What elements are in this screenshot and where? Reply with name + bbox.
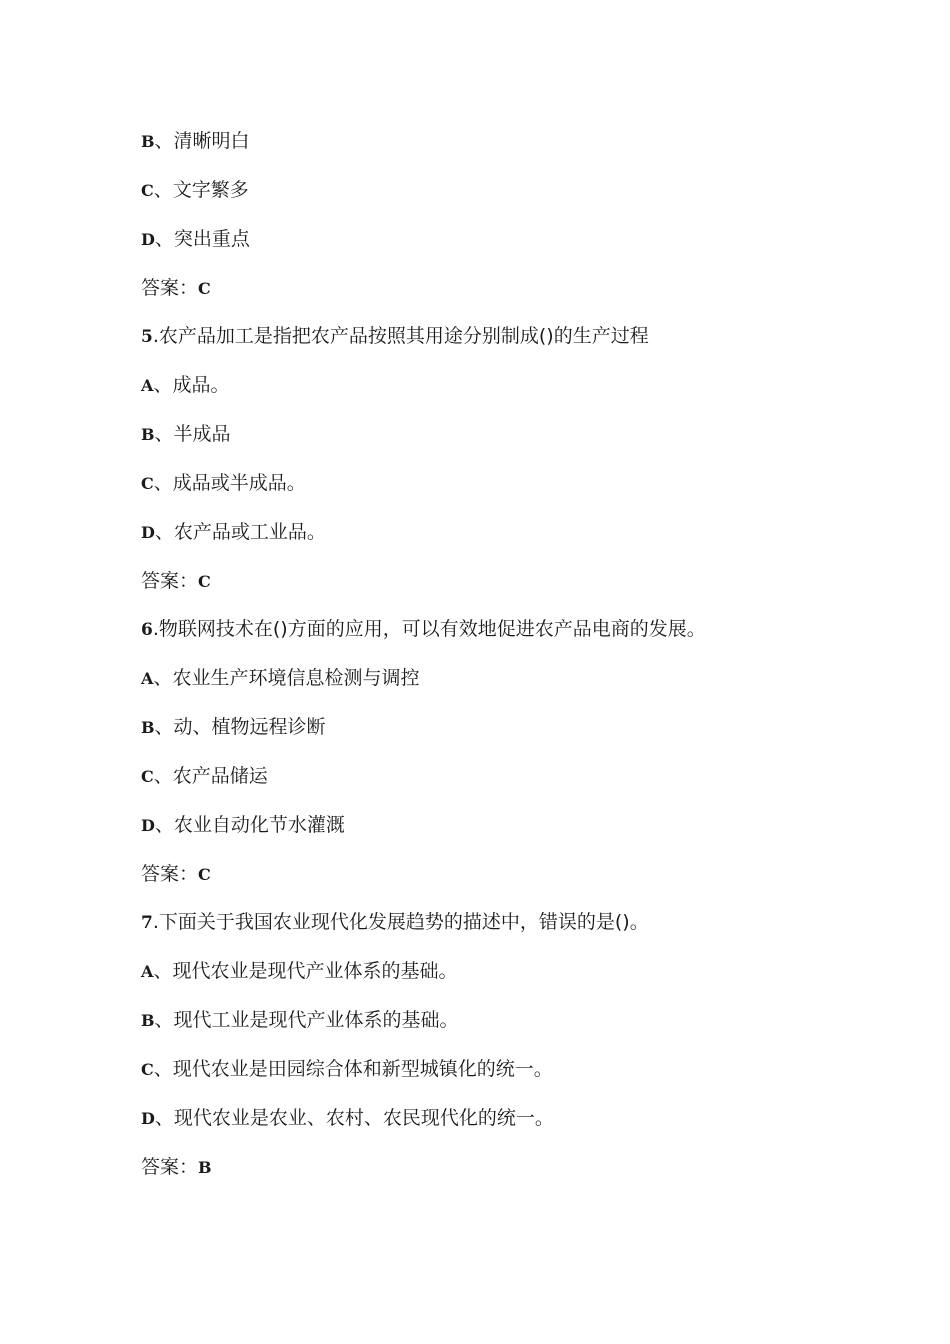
option-separator: 、 bbox=[153, 374, 173, 396]
option-label: A bbox=[141, 376, 154, 395]
option-text: 文字繁多 bbox=[172, 179, 249, 201]
answer-prefix: 答案： bbox=[141, 863, 199, 885]
option-text: 现代农业是农业、农村、农民现代化的统一。 bbox=[173, 1107, 554, 1129]
question-separator: . bbox=[152, 911, 159, 933]
question-line bbox=[141, 910, 649, 934]
answer-value: C bbox=[198, 572, 211, 591]
question-line bbox=[141, 324, 649, 348]
option-separator: 、 bbox=[154, 521, 174, 543]
question-number: 5 bbox=[141, 327, 153, 347]
answer-value: C bbox=[198, 279, 211, 298]
option-label: B bbox=[141, 132, 155, 151]
option-separator: 、 bbox=[154, 1107, 174, 1129]
option-line bbox=[141, 764, 268, 788]
option-line bbox=[141, 1106, 554, 1130]
option-line bbox=[141, 1057, 553, 1081]
question-text: 农产品加工是指把农产品按照其用途分别制成()的生产过程 bbox=[158, 325, 649, 347]
option-label: B bbox=[141, 425, 155, 444]
answer-line bbox=[141, 276, 211, 300]
question-text: 下面关于我国农业现代化发展趋势的描述中，错误的是()。 bbox=[158, 911, 649, 933]
option-label: A bbox=[141, 669, 154, 688]
option-line bbox=[141, 471, 306, 495]
option-label: B bbox=[141, 718, 155, 737]
option-separator: 、 bbox=[154, 130, 174, 152]
option-text: 成品。 bbox=[172, 374, 230, 396]
question-line bbox=[141, 617, 706, 641]
option-separator: 、 bbox=[154, 716, 174, 738]
question-text: 物联网技术在()方面的应用，可以有效地促进农产品电商的发展。 bbox=[158, 618, 706, 640]
option-line bbox=[141, 422, 231, 446]
option-separator: 、 bbox=[154, 814, 174, 836]
option-separator: 、 bbox=[153, 960, 173, 982]
option-separator: 、 bbox=[153, 179, 173, 201]
option-line bbox=[141, 178, 249, 202]
question-number: 6 bbox=[141, 620, 153, 640]
option-label: D bbox=[141, 816, 155, 835]
option-label: C bbox=[141, 474, 154, 493]
answer-value: C bbox=[198, 865, 211, 884]
option-line bbox=[141, 227, 250, 251]
option-line bbox=[141, 373, 229, 397]
answer-value: B bbox=[198, 1158, 212, 1177]
option-text: 现代工业是现代产业体系的基础。 bbox=[173, 1009, 459, 1031]
option-text: 清晰明白 bbox=[173, 130, 250, 152]
option-line bbox=[141, 813, 345, 837]
option-separator: 、 bbox=[153, 765, 173, 787]
option-label: B bbox=[141, 1011, 155, 1030]
option-text: 农产品或工业品。 bbox=[173, 521, 326, 543]
option-text: 突出重点 bbox=[173, 228, 250, 250]
answer-prefix: 答案： bbox=[141, 570, 199, 592]
option-separator: 、 bbox=[153, 667, 173, 689]
option-label: D bbox=[141, 230, 155, 249]
option-label: D bbox=[141, 523, 155, 542]
option-line bbox=[141, 959, 457, 983]
option-separator: 、 bbox=[154, 423, 174, 445]
option-separator: 、 bbox=[153, 1058, 173, 1080]
option-text: 农业自动化节水灌溉 bbox=[173, 814, 345, 836]
option-text: 半成品 bbox=[173, 423, 231, 445]
option-separator: 、 bbox=[154, 1009, 174, 1031]
answer-line bbox=[141, 569, 211, 593]
option-line bbox=[141, 129, 250, 153]
option-text: 农业生产环境信息检测与调控 bbox=[172, 667, 420, 689]
answer-prefix: 答案： bbox=[141, 277, 199, 299]
question-separator: . bbox=[152, 325, 159, 347]
option-separator: 、 bbox=[154, 228, 174, 250]
option-label: A bbox=[141, 962, 154, 981]
option-text: 动、植物远程诊断 bbox=[173, 716, 326, 738]
option-text: 成品或半成品。 bbox=[172, 472, 306, 494]
option-label: C bbox=[141, 767, 154, 786]
option-text: 现代农业是田园综合体和新型城镇化的统一。 bbox=[172, 1058, 553, 1080]
option-line bbox=[141, 715, 326, 739]
answer-prefix: 答案： bbox=[141, 1156, 199, 1178]
question-separator: . bbox=[152, 618, 159, 640]
option-label: C bbox=[141, 1060, 154, 1079]
option-text: 农产品储运 bbox=[172, 765, 268, 787]
option-line bbox=[141, 1008, 459, 1032]
question-number: 7 bbox=[141, 913, 153, 933]
option-text: 现代农业是现代产业体系的基础。 bbox=[172, 960, 458, 982]
option-separator: 、 bbox=[153, 472, 173, 494]
option-label: D bbox=[141, 1109, 155, 1128]
option-label: C bbox=[141, 181, 154, 200]
answer-line bbox=[141, 862, 211, 886]
answer-line bbox=[141, 1155, 212, 1179]
option-line bbox=[141, 666, 419, 690]
option-line bbox=[141, 520, 326, 544]
